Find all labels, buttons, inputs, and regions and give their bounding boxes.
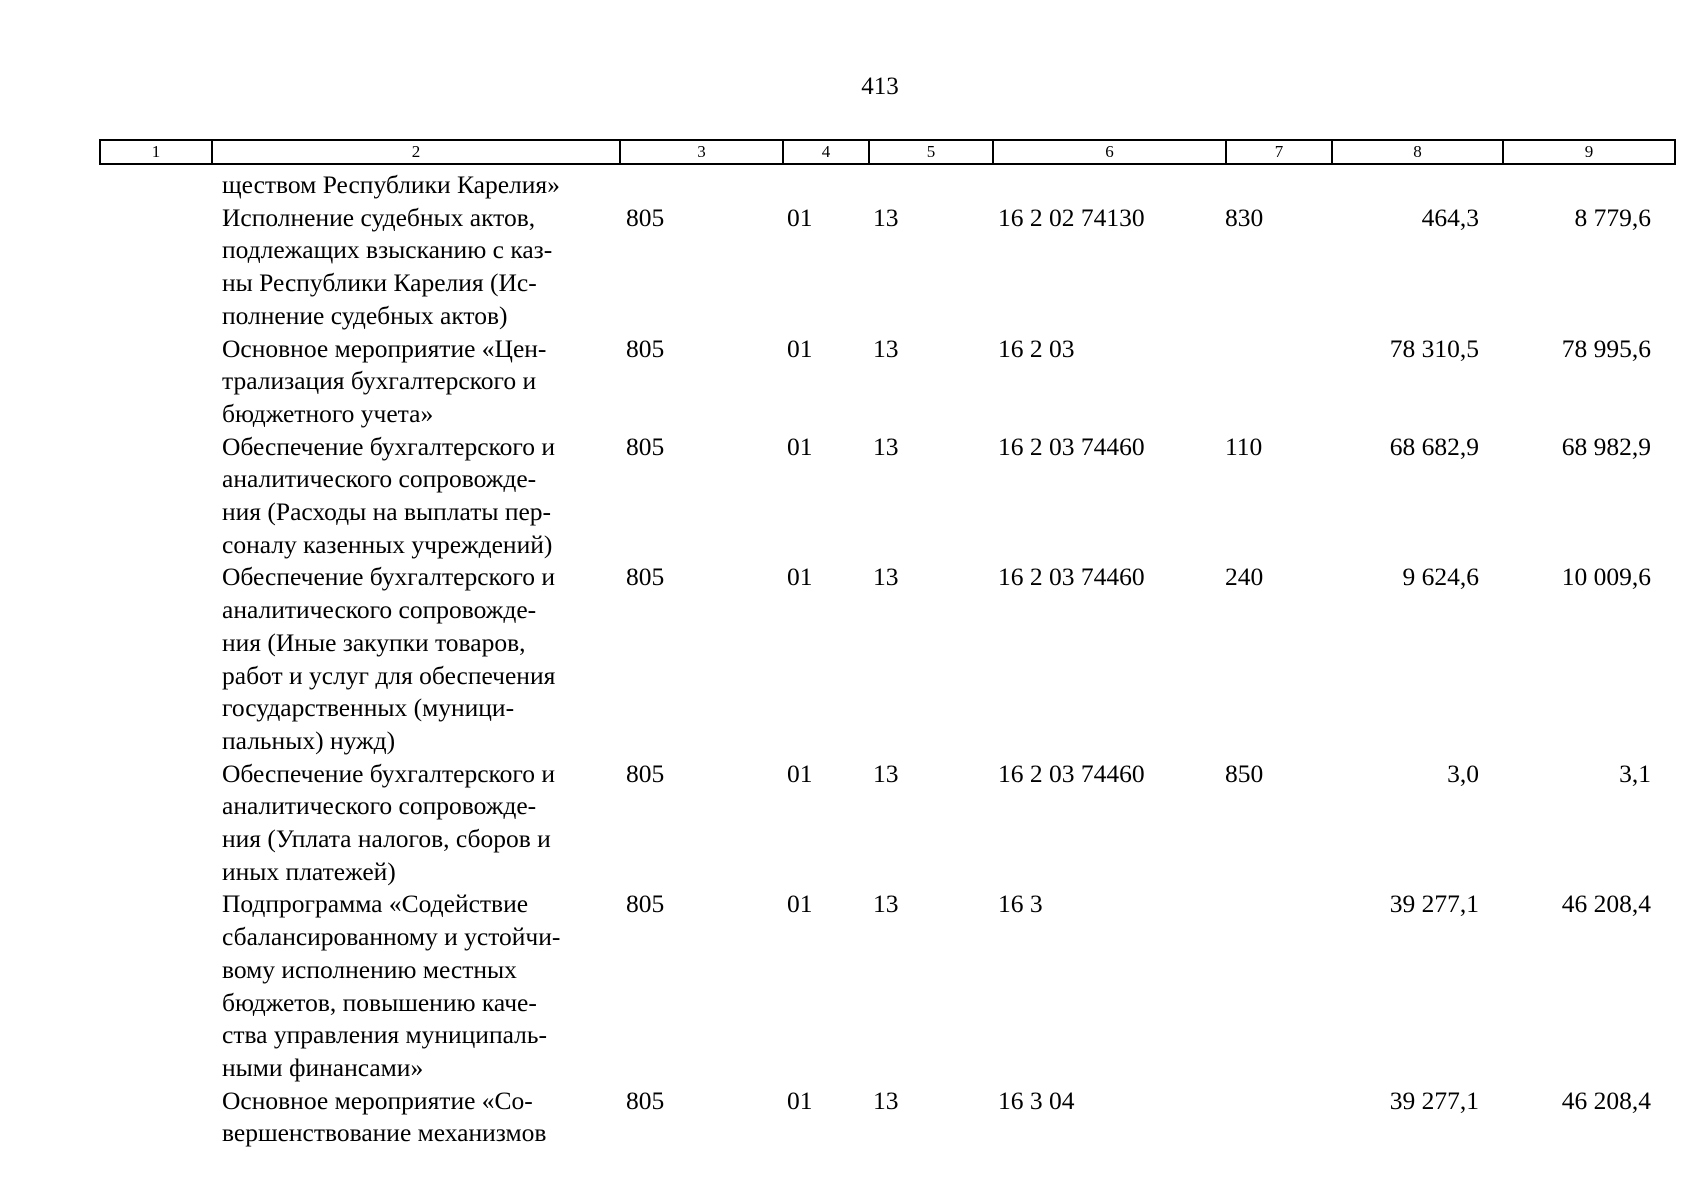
row-name-line: Исполнение судебных актов, (222, 202, 536, 232)
row-name-line: ны Республики Карелия (Ис- (222, 268, 537, 298)
column-number-header (99, 139, 1676, 165)
amount-column-9: 46 208,4 (1561, 889, 1651, 919)
table-row (0, 431, 1697, 562)
row-name-line: соналу казенных учреждений) (222, 529, 553, 559)
row-name-line: Обеспечение бухгалтерского и (222, 562, 555, 592)
target-article-code: 16 2 03 74460 (998, 758, 1145, 788)
subsection-code: 13 (873, 889, 899, 919)
column-number-4: 4 (783, 140, 869, 164)
expense-type-code: 240 (1225, 562, 1264, 592)
row-name-line: бюджетного учета» (222, 398, 434, 428)
row-name-line: трализация бухгалтерского и (222, 366, 537, 396)
column-number-9: 9 (1503, 140, 1675, 164)
target-article-code: 16 3 (998, 889, 1043, 919)
ministry-code: 805 (626, 1085, 665, 1115)
subsection-code: 13 (873, 202, 899, 232)
target-article-code: 16 2 03 74460 (998, 562, 1145, 592)
subsection-code: 13 (873, 431, 899, 461)
row-name-line: сбалансированному и устойчи- (222, 922, 561, 952)
row-name-line: пальных) нужд) (222, 725, 396, 755)
amount-column-8: 464,3 (1421, 202, 1479, 232)
target-article-code: 16 3 04 (998, 1085, 1075, 1115)
ministry-code: 805 (626, 202, 665, 232)
target-article-code: 16 2 03 (998, 333, 1075, 363)
column-number-1: 1 (100, 140, 212, 164)
column-number-5: 5 (869, 140, 993, 164)
row-name-line: Обеспечение бухгалтерского и (222, 758, 555, 788)
expense-type-code: 850 (1225, 758, 1264, 788)
row-name-line: аналитического сопровожде- (222, 464, 537, 494)
amount-column-9: 10 009,6 (1561, 562, 1651, 592)
section-code: 01 (787, 889, 813, 919)
section-code: 01 (787, 758, 813, 788)
target-article-code: 16 2 02 74130 (998, 202, 1145, 232)
row-name-line: бюджетов, повышению каче- (222, 987, 537, 1017)
row-name-line: Подпрограмма «Содействие (222, 889, 529, 919)
row-name-line: Обеспечение бухгалтерского и (222, 431, 555, 461)
table-row (0, 333, 1697, 431)
page-number: 413 (861, 73, 899, 100)
row-name-line: аналитического сопровожде- (222, 791, 537, 821)
row-name-line: ществом Республики Карелия» (222, 170, 560, 199)
table-row (0, 888, 1697, 1084)
expense-type-code: 830 (1225, 202, 1264, 232)
amount-column-8: 3,0 (1447, 758, 1479, 788)
row-name-line: вому исполнению местных (222, 954, 517, 984)
amount-column-9: 3,1 (1619, 758, 1651, 788)
amount-column-8: 78 310,5 (1389, 333, 1479, 363)
amount-column-8: 39 277,1 (1389, 889, 1479, 919)
row-name-line: Основное мероприятие «Со- (222, 1085, 533, 1115)
row-name-line: ния (Расходы на выплаты пер- (222, 497, 552, 527)
amount-column-8: 9 624,6 (1402, 562, 1479, 592)
row-name-line: полнение судебных актов) (222, 300, 508, 330)
column-number-8: 8 (1332, 140, 1503, 164)
subsection-code: 13 (873, 758, 899, 788)
row-name (222, 431, 612, 562)
subsection-code: 13 (873, 333, 899, 363)
row-name-line: подлежащих взысканию с каз- (222, 235, 553, 265)
section-code: 01 (787, 202, 813, 232)
expense-type-code: 110 (1225, 431, 1263, 461)
row-name-line: ными финансами» (222, 1052, 424, 1082)
section-code: 01 (787, 1085, 813, 1115)
table-row (0, 561, 1697, 757)
section-code: 01 (787, 562, 813, 592)
amount-column-9: 8 779,6 (1574, 202, 1651, 232)
table-row (0, 169, 1697, 202)
subsection-code: 13 (873, 562, 899, 592)
row-name-line: ния (Иные закупки товаров, (222, 627, 526, 657)
column-number-7: 7 (1226, 140, 1332, 164)
amount-column-8: 68 682,9 (1389, 431, 1479, 461)
ministry-code: 805 (626, 333, 665, 363)
section-code: 01 (787, 431, 813, 461)
column-number-2: 2 (212, 140, 620, 164)
row-name (222, 1085, 612, 1150)
row-name-line: ства управления муниципаль- (222, 1020, 547, 1050)
amount-column-9: 46 208,4 (1561, 1085, 1651, 1115)
row-name (222, 333, 612, 431)
column-number-3: 3 (620, 140, 783, 164)
column-number-6: 6 (993, 140, 1226, 164)
row-name (222, 169, 612, 202)
row-name (222, 758, 612, 889)
amount-column-9: 78 995,6 (1561, 333, 1651, 363)
row-name (222, 888, 612, 1084)
row-name-line: ния (Уплата налогов, сборов и (222, 824, 551, 854)
section-code: 01 (787, 333, 813, 363)
subsection-code: 13 (873, 1085, 899, 1115)
amount-column-9: 68 982,9 (1561, 431, 1651, 461)
row-name-line: работ и услуг для обеспечения (222, 660, 556, 690)
target-article-code: 16 2 03 74460 (998, 431, 1145, 461)
amount-column-8: 39 277,1 (1389, 1085, 1479, 1115)
ministry-code: 805 (626, 431, 665, 461)
row-name-line: аналитического сопровожде- (222, 595, 537, 625)
row-name (222, 202, 612, 333)
row-name-line: вершенствование механизмов (222, 1118, 547, 1148)
row-name-line: иных платежей) (222, 856, 396, 886)
ministry-code: 805 (626, 562, 665, 592)
ministry-code: 805 (626, 889, 665, 919)
row-name-line: государственных (муници- (222, 693, 515, 723)
table-row (0, 758, 1697, 889)
budget-rows (0, 169, 1697, 1150)
ministry-code: 805 (626, 758, 665, 788)
table-row (0, 1085, 1697, 1150)
table-row (0, 202, 1697, 333)
row-name-line: Основное мероприятие «Цен- (222, 333, 547, 363)
row-name (222, 561, 612, 757)
